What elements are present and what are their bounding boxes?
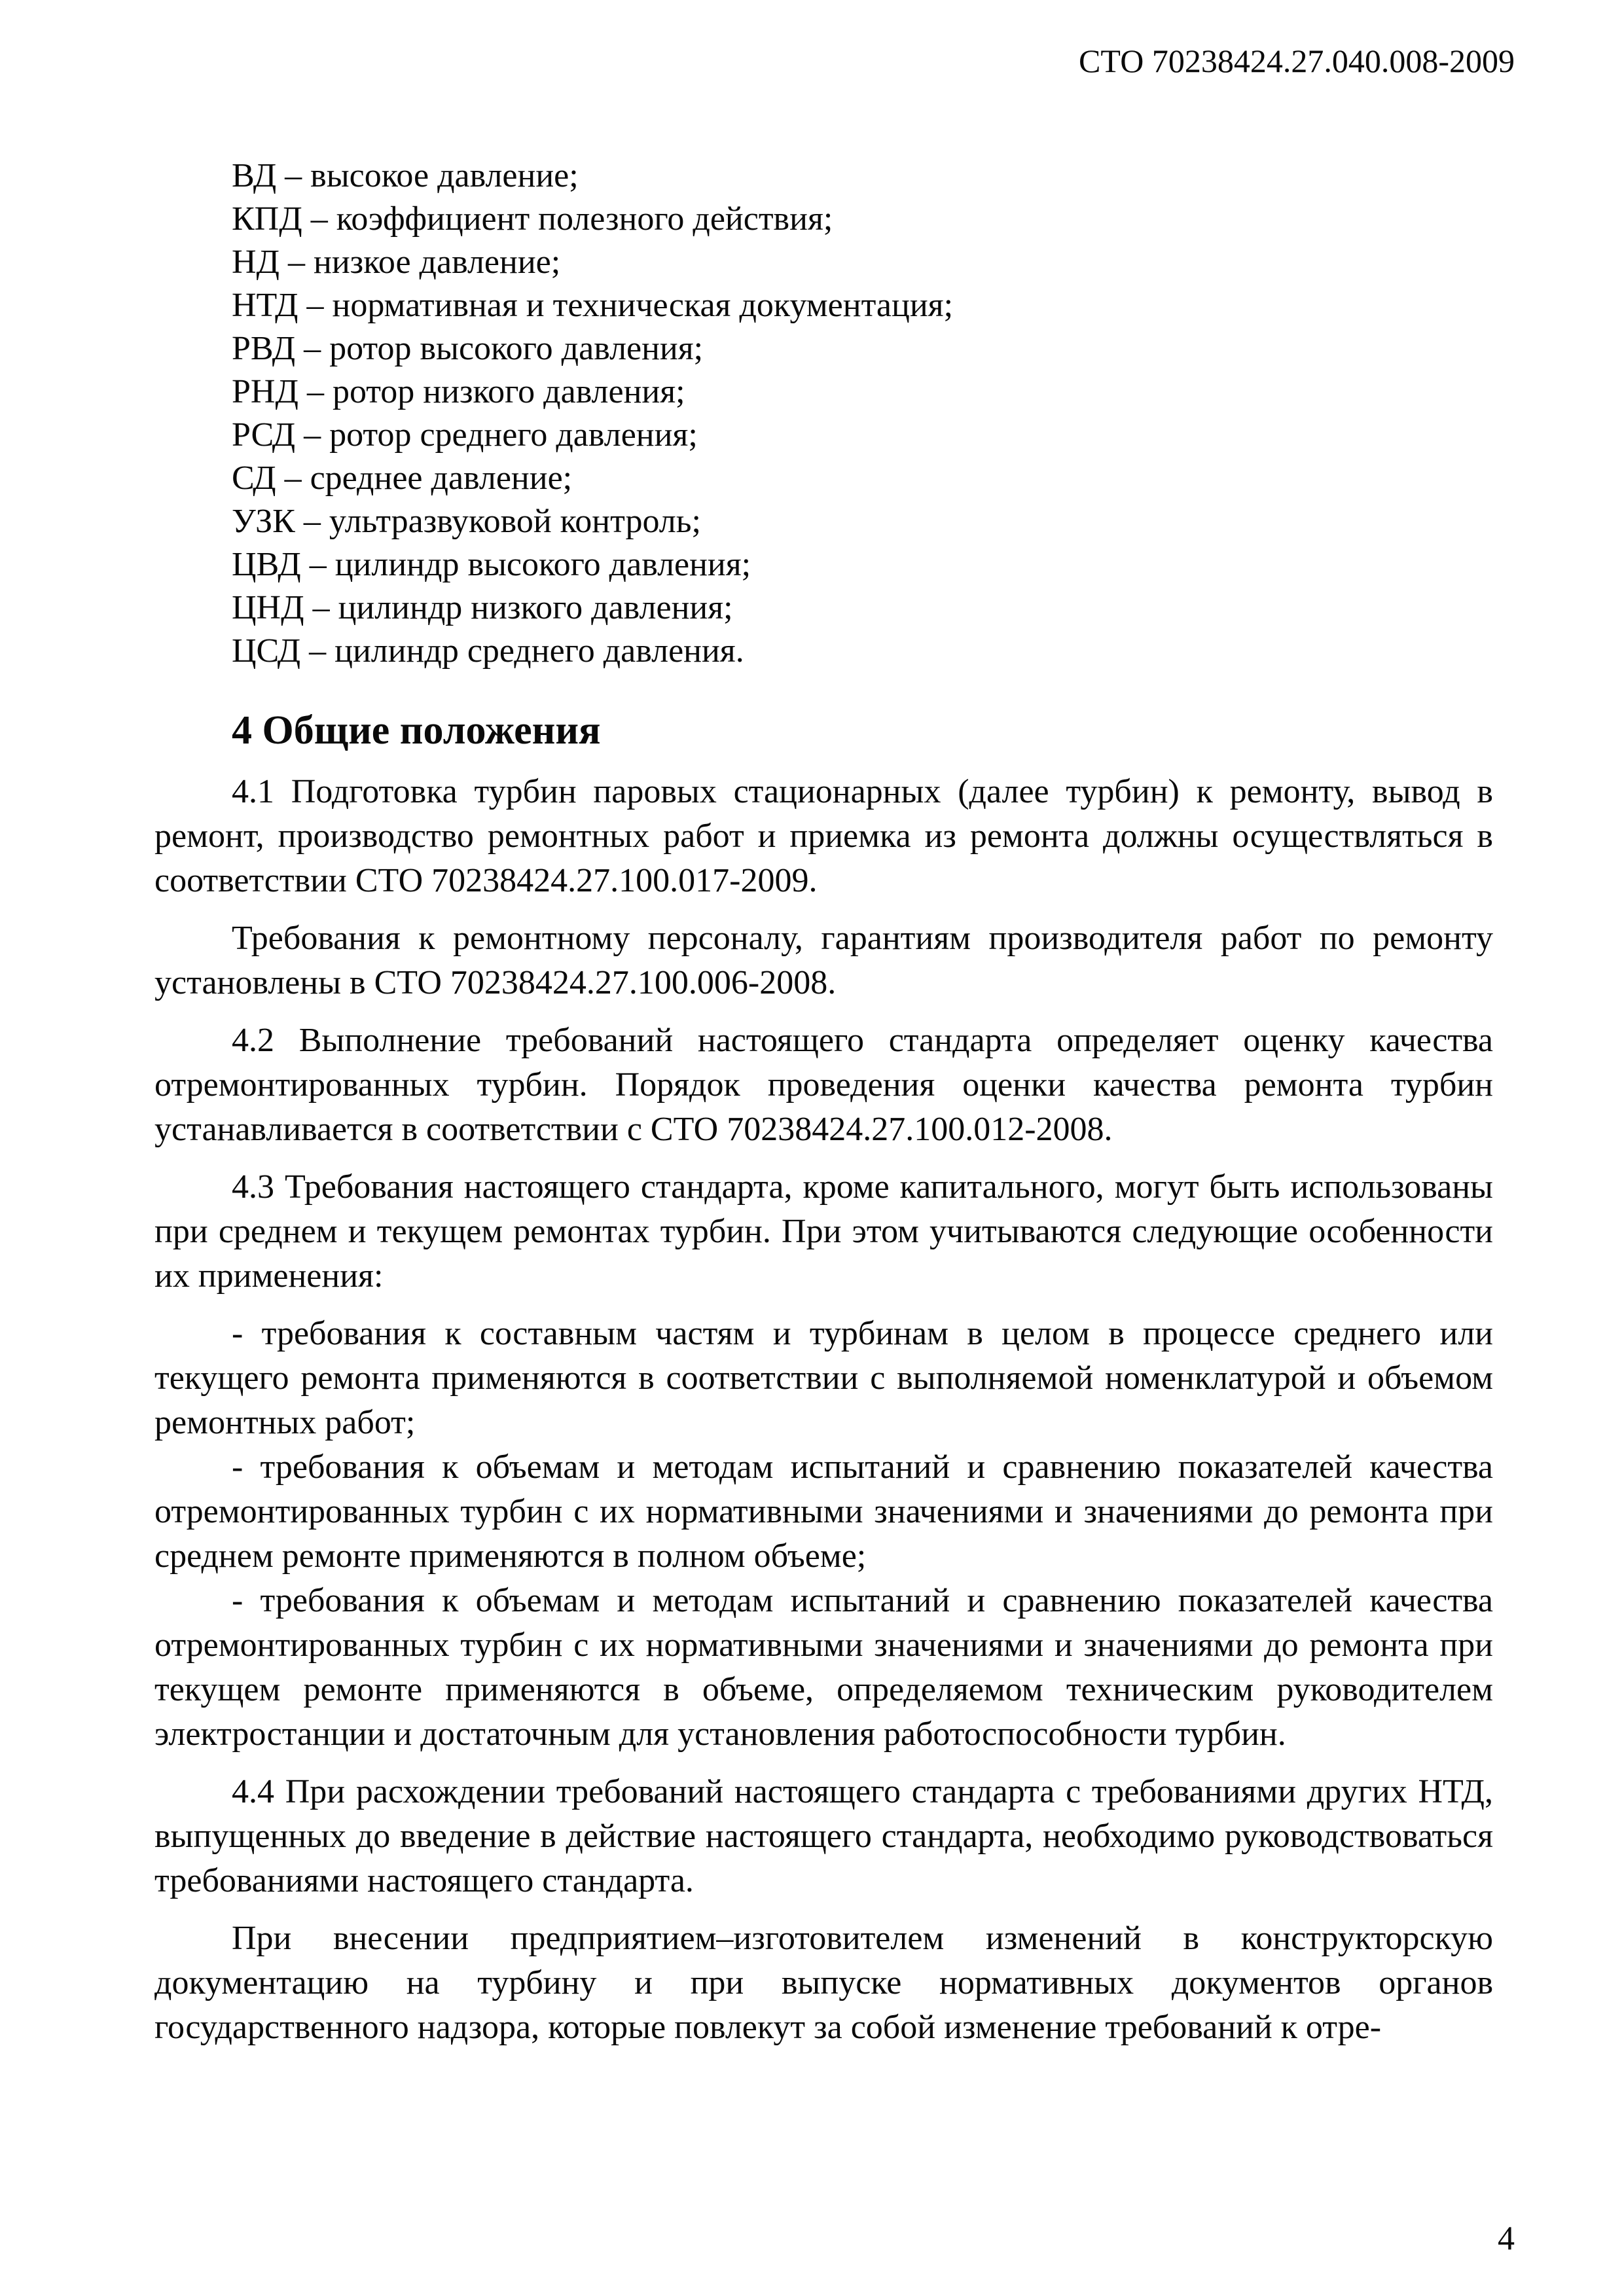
section-heading: 4 Общие положения [232,708,601,753]
abbreviation-item: ВД – высокое давление; [232,157,579,194]
page-number: 4 [1498,2220,1515,2257]
list-item: - требования к объемам и методам испытаний и сравнению показателей качества отремонтированных турбин с их нормативными значениями и значениями до ремонта при среднем ремонте применяются в полном объеме; [154,1448,1493,1575]
abbreviation-item: РВД – ротор высокого давления; [232,330,704,367]
paragraph-4-2: 4.2 Выполнение требований настоящего стандарта определяет оценку качества отремонтированных турбин. Порядок проведения оценки качества ремонта турбин устанавливается в соответствии с СТО 70238424.27.100.012-2008. [154,1022,1493,1148]
abbreviation-item: РНД – ротор низкого давления; [232,373,685,410]
abbreviation-item: ЦНД – цилиндр низкого давления; [232,589,733,626]
list-item: - требования к объемам и методам испытаний и сравнению показателей качества отремонтированных турбин с их нормативными значениями и значениями до ремонта при текущем ремонте применяются в объеме, определяемом техническим руководителем электростанции и достаточным для установления работоспособности турбин. [154,1582,1493,1753]
requirements-list [154,1312,1493,1757]
abbreviation-item: РСД – ротор среднего давления; [232,416,698,454]
paragraph-4-4-changes: При внесении предприятием–изготовителем изменений в конструкторскую документацию на турбину и при выпуске нормативных документов органов государственного надзора, которые повлекут за собой изменение требований к отре- [154,1920,1493,2046]
abbreviation-item: СД – среднее давление; [232,459,573,497]
paragraph-4-3: 4.3 Требования настоящего стандарта, кроме капитального, могут быть использованы при среднем и текущем ремонтах турбин. При этом учитываются следующие особенности их применения: [154,1168,1493,1295]
abbreviation-item: КПД – коэффициент полезного действия; [232,200,833,238]
abbreviation-item: НТД – нормативная и техническая документация; [232,287,954,324]
abbreviations-list [154,154,1493,673]
document-code: СТО 70238424.27.040.008-2009 [1079,43,1515,79]
paragraph-4-4: 4.4 При расхождении требований настоящего стандарта с требованиями других НТД, выпущенных до введение в действие настоящего стандарта, необходимо руководствоваться требованиями настоящего стандарта. [154,1773,1493,1899]
abbreviation-item: ЦВД – цилиндр высокого давления; [232,546,751,583]
paragraph-4-1: 4.1 Подготовка турбин паровых стационарных (далее турбин) к ремонту, вывод в ремонт, производство ремонтных работ и приемка из ремонта должны осуществляться в соответствии СТО 70238424.27.100.017-2009. [154,773,1493,899]
list-item: - требования к составным частям и турбинам в целом в процессе среднего или текущего ремонта применяются в соответствии с выполняемой номенклатурой и объемом ремонтных работ; [154,1315,1493,1441]
paragraph-4-1-personnel: Требования к ремонтному персоналу, гарантиям производителя работ по ремонту установлены в СТО 70238424.27.100.006-2008. [154,920,1493,1001]
page-body [154,154,1493,2063]
abbreviation-item: НД – низкое давление; [232,243,561,281]
abbreviation-item: УЗК – ультразвуковой контроль; [232,503,701,540]
abbreviation-item: ЦСД – цилиндр среднего давления. [232,632,744,670]
